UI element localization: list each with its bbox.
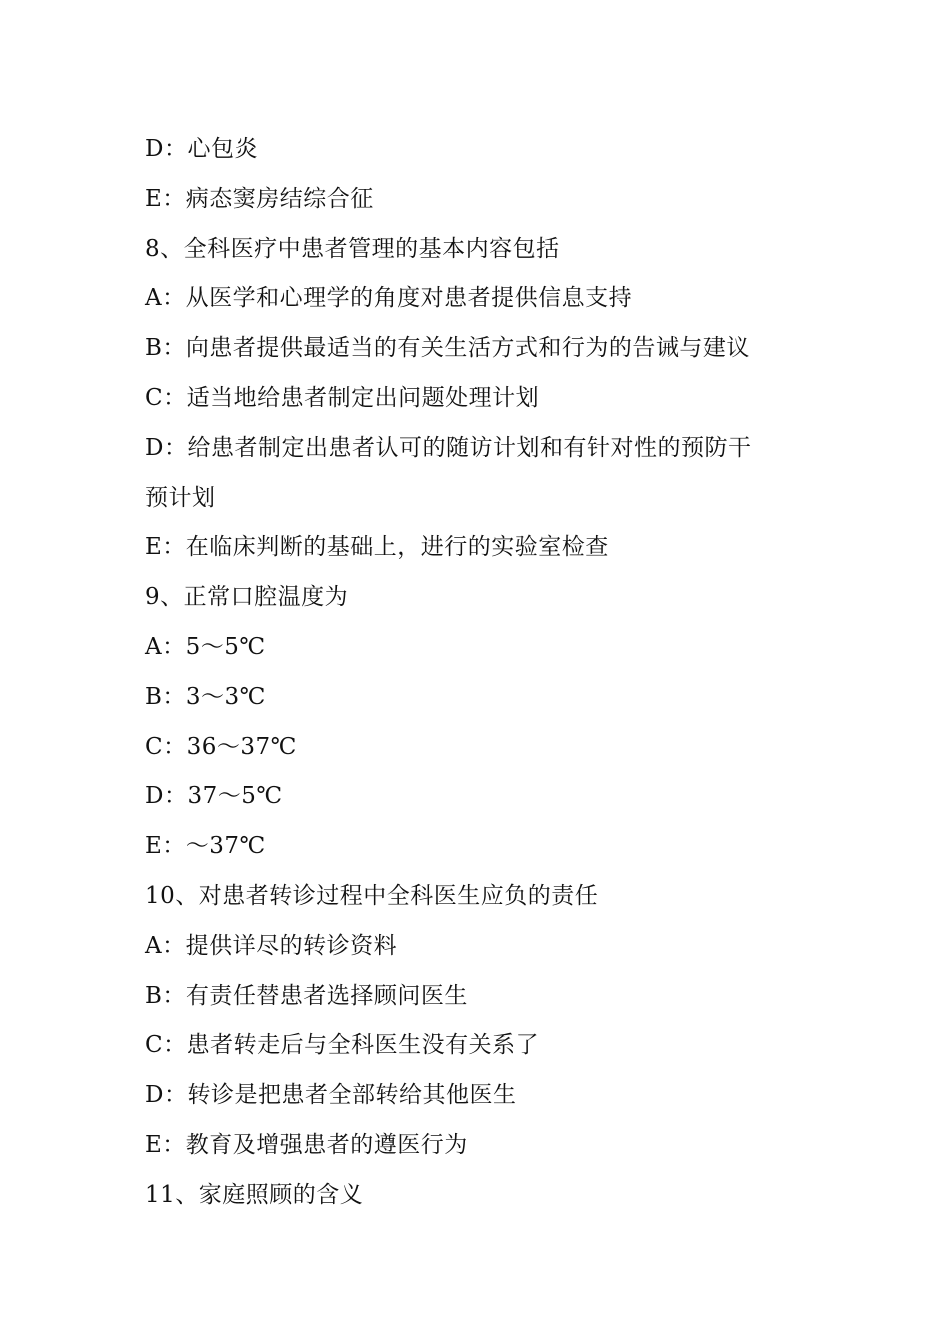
option-line: E：病态窦房结综合征: [145, 185, 374, 212]
question-line: 8、全科医疗中患者管理的基本内容包括: [145, 235, 560, 262]
option-line: B：3～3℃: [145, 683, 266, 710]
option-line: A：5～5℃: [145, 633, 266, 660]
option-line: D：37～5℃: [145, 783, 283, 810]
option-line: D：心包炎: [145, 136, 258, 162]
option-line: E：在临床判断的基础上，进行的实验室检查: [145, 534, 609, 561]
document-body: [145, 127, 825, 1223]
option-line-continuation: 预计划: [145, 484, 216, 511]
question-line: 10、对患者转诊过程中全科医生应负的责任: [145, 882, 599, 909]
option-line: D：转诊是把患者全部转给其他医生: [145, 1082, 517, 1109]
option-line: C：适当地给患者制定出问题处理计划: [145, 384, 540, 411]
option-line: B：向患者提供最适当的有关生活方式和行为的告诫与建议: [145, 335, 750, 362]
option-line: A：提供详尽的转诊资料: [145, 932, 398, 959]
option-line: D：给患者制定出患者认可的随访计划和有针对性的预防干: [145, 434, 752, 461]
option-line: C：36～37℃: [145, 733, 297, 760]
option-line: E：～37℃: [145, 833, 266, 860]
option-line: A：从医学和心理学的角度对患者提供信息支持: [145, 285, 633, 312]
question-line: 11、家庭照顾的含义: [145, 1181, 364, 1208]
option-line: C：患者转走后与全科医生没有关系了: [145, 1032, 540, 1059]
option-line: B：有责任替患者选择顾问医生: [145, 982, 468, 1009]
question-line: 9、正常口腔温度为: [145, 584, 349, 611]
option-line: E：教育及增强患者的遵医行为: [145, 1131, 468, 1158]
